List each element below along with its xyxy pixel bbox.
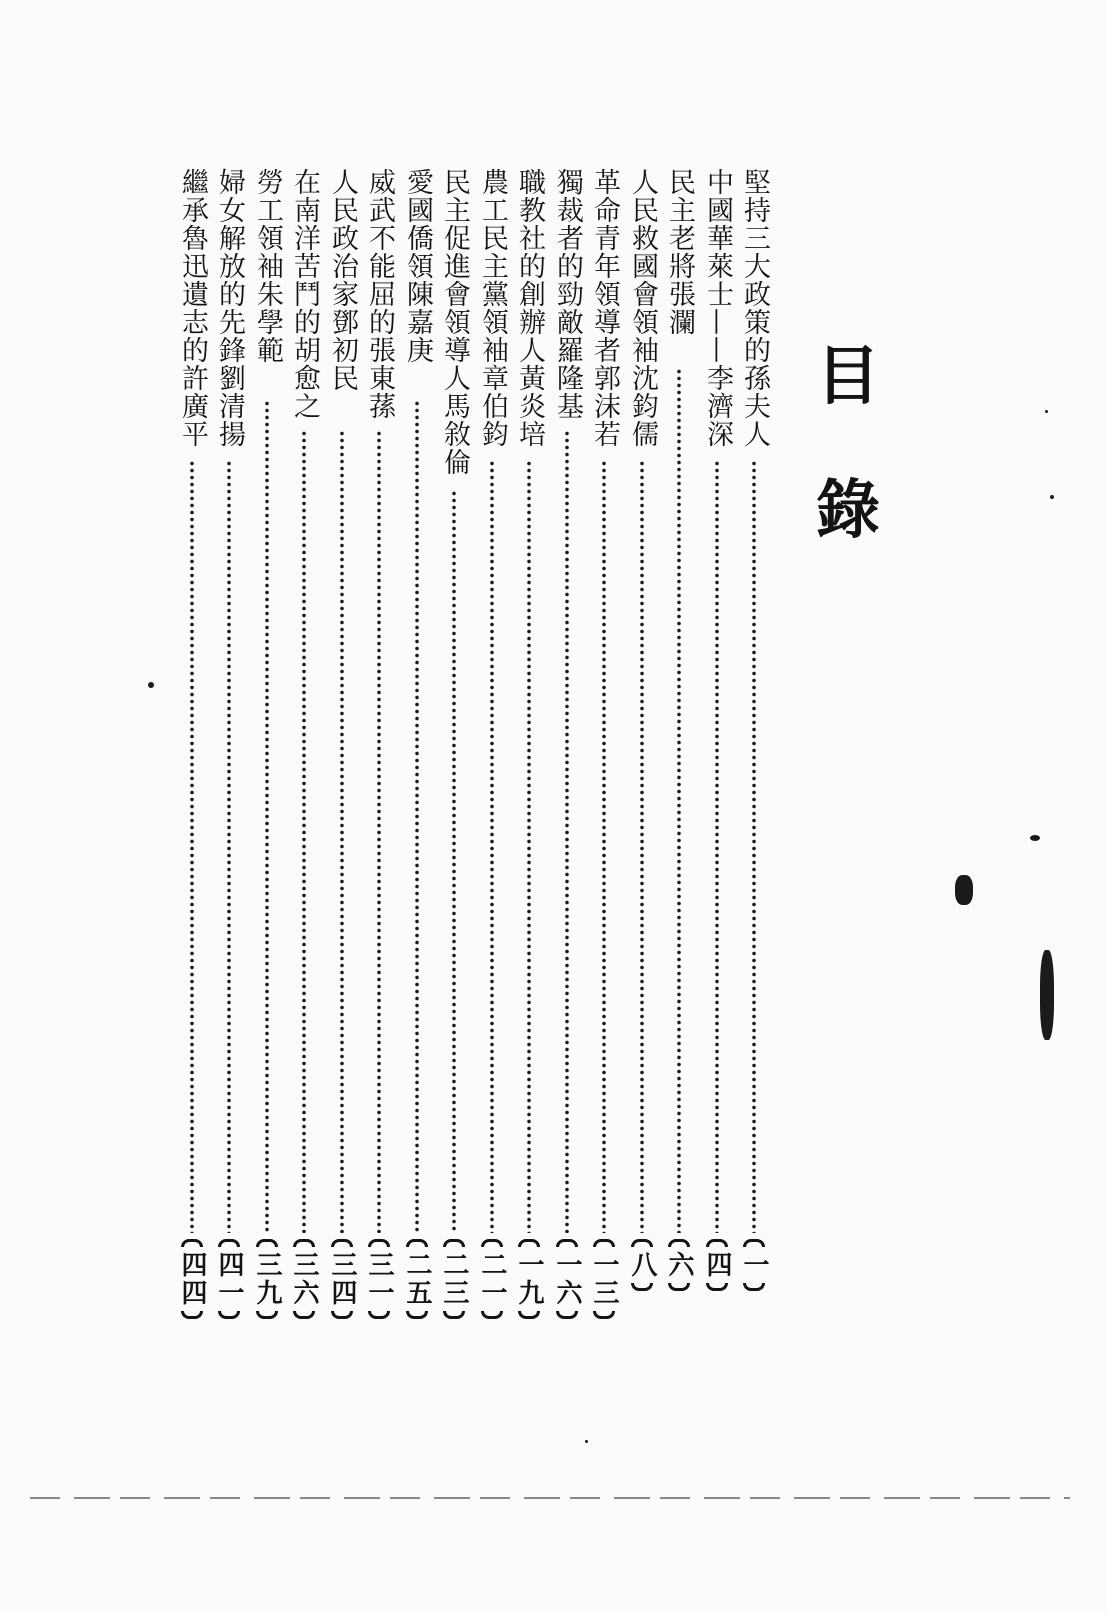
toc-entry xyxy=(551,168,583,1343)
open-paren xyxy=(256,1239,278,1247)
toc-entry-title: 繼承魯迅遺志的許廣平 xyxy=(177,168,208,448)
toc-entry-page xyxy=(626,1239,658,1343)
toc-entry-title: 威武不能屈的張東蓀 xyxy=(364,168,395,420)
toc-entry-title: 中國華萊士——李濟深 xyxy=(702,168,733,448)
open-paren xyxy=(556,1239,578,1247)
toc-entry-page xyxy=(251,1239,283,1343)
toc-entry-page xyxy=(738,1239,770,1343)
dot-leader xyxy=(715,460,719,1233)
close-paren xyxy=(368,1311,390,1319)
toc-entry-title: 婦女解放的先鋒劉清揚 xyxy=(214,168,245,448)
close-paren xyxy=(743,1283,765,1291)
page-number: 二五 xyxy=(402,1251,432,1307)
page-number: 三四 xyxy=(327,1251,357,1307)
contents-heading xyxy=(808,340,888,548)
page-number: 三九 xyxy=(252,1251,282,1307)
close-paren xyxy=(406,1311,428,1319)
close-paren xyxy=(668,1283,690,1291)
page-number: 四一 xyxy=(214,1251,244,1307)
toc-entry-title: 民主老將張瀾 xyxy=(664,168,695,336)
open-paren xyxy=(331,1239,353,1247)
dot-leader xyxy=(452,490,456,1233)
ink-speck xyxy=(585,1440,588,1443)
open-paren xyxy=(218,1239,240,1247)
open-paren xyxy=(593,1239,615,1247)
page-number: 一六 xyxy=(552,1251,582,1307)
toc-entry-title: 人民政治家鄧初民 xyxy=(327,168,358,392)
toc-entry xyxy=(288,168,320,1343)
close-paren xyxy=(518,1311,540,1319)
close-paren xyxy=(331,1311,353,1319)
toc-entry xyxy=(513,168,545,1343)
page-number: 二一 xyxy=(477,1251,507,1307)
open-paren xyxy=(481,1239,503,1247)
toc-entry-page xyxy=(288,1239,320,1343)
page-number: 三一 xyxy=(364,1251,394,1307)
toc-entry-title: 在南洋苦鬥的胡愈之 xyxy=(289,168,320,420)
dot-leader xyxy=(190,460,194,1233)
toc-entry-page xyxy=(401,1239,433,1343)
open-paren xyxy=(368,1239,390,1247)
close-paren xyxy=(481,1311,503,1319)
open-paren xyxy=(631,1239,653,1247)
toc-entry-title: 愛國僑領陳嘉庚 xyxy=(402,168,433,364)
heading-char-mu: 目 xyxy=(816,340,880,414)
toc-entry-page xyxy=(588,1239,620,1343)
close-paren xyxy=(293,1311,315,1319)
page-edge-line xyxy=(30,1497,1070,1499)
dot-leader xyxy=(415,400,419,1233)
close-paren xyxy=(593,1311,615,1319)
dot-leader xyxy=(265,400,269,1233)
toc-entry xyxy=(626,168,658,1343)
dot-leader xyxy=(377,430,381,1233)
open-paren xyxy=(181,1239,203,1247)
toc-entry xyxy=(701,168,733,1343)
page-number: 二三 xyxy=(439,1251,469,1307)
ink-speck xyxy=(1045,410,1048,413)
toc-entry xyxy=(213,168,245,1343)
toc-entry-page xyxy=(176,1239,208,1343)
toc-entry-page xyxy=(213,1239,245,1343)
ink-speck xyxy=(1030,835,1040,841)
toc-entry-page xyxy=(551,1239,583,1343)
page-number: 三六 xyxy=(289,1251,319,1307)
toc-entry-page xyxy=(701,1239,733,1343)
toc-entry-title: 堅持三大政策的孫夫人 xyxy=(739,168,770,448)
toc-entry xyxy=(663,168,695,1343)
dot-leader xyxy=(602,460,606,1233)
toc-entry-title: 職教社的創辦人黃炎培 xyxy=(514,168,545,448)
close-paren xyxy=(181,1311,203,1319)
ink-blot xyxy=(955,875,973,905)
dot-leader xyxy=(677,368,681,1233)
dot-leader xyxy=(565,430,569,1233)
open-paren xyxy=(668,1239,690,1247)
close-paren xyxy=(256,1311,278,1319)
close-paren xyxy=(443,1311,465,1319)
toc-entry xyxy=(588,168,620,1343)
toc-entry xyxy=(738,168,770,1343)
toc-entry-title: 獨裁者的勁敵羅隆基 xyxy=(552,168,583,420)
open-paren xyxy=(518,1239,540,1247)
toc-entry xyxy=(438,168,470,1343)
toc-entry xyxy=(363,168,395,1343)
toc-entry-page xyxy=(513,1239,545,1343)
toc-entry xyxy=(476,168,508,1343)
close-paren xyxy=(631,1283,653,1291)
open-paren xyxy=(443,1239,465,1247)
toc-entry-title: 民主促進會領導人馬敘倫 xyxy=(439,168,470,476)
dot-leader xyxy=(752,460,756,1233)
close-paren xyxy=(218,1311,240,1319)
dot-leader xyxy=(527,460,531,1233)
open-paren xyxy=(706,1239,728,1247)
open-paren xyxy=(743,1239,765,1247)
page-number: 六 xyxy=(664,1251,694,1279)
ink-speck xyxy=(148,682,154,688)
close-paren xyxy=(706,1283,728,1291)
page-number: 一 xyxy=(739,1251,769,1279)
ink-blot xyxy=(1040,950,1054,1040)
open-paren xyxy=(406,1239,428,1247)
page-number: 八 xyxy=(627,1251,657,1279)
toc-entry-title: 農工民主黨領袖章伯鈞 xyxy=(477,168,508,448)
toc-entry xyxy=(176,168,208,1343)
dot-leader xyxy=(227,460,231,1233)
toc-entry-title: 人民救國會領袖沈鈞儒 xyxy=(627,168,658,448)
page-number: 四四 xyxy=(177,1251,207,1307)
table-of-contents xyxy=(172,168,792,1343)
toc-entry-page xyxy=(326,1239,358,1343)
toc-entry-page xyxy=(438,1239,470,1343)
open-paren xyxy=(293,1239,315,1247)
toc-entry xyxy=(326,168,358,1343)
dot-leader xyxy=(640,460,644,1233)
toc-entry-title: 勞工領袖朱學範 xyxy=(252,168,283,364)
toc-entry-page xyxy=(663,1239,695,1343)
toc-entry-page xyxy=(363,1239,395,1343)
toc-entry xyxy=(251,168,283,1343)
page-number: 四 xyxy=(702,1251,732,1279)
page-number: 一九 xyxy=(514,1251,544,1307)
toc-entry-title: 革命青年領導者郭沫若 xyxy=(589,168,620,448)
dot-leader xyxy=(490,460,494,1233)
ink-speck xyxy=(1050,495,1054,499)
toc-entry-page xyxy=(476,1239,508,1343)
heading-char-lu: 錄 xyxy=(816,474,880,548)
page-number: 一三 xyxy=(589,1251,619,1307)
dot-leader xyxy=(302,430,306,1233)
dot-leader xyxy=(340,430,344,1233)
toc-entry xyxy=(401,168,433,1343)
close-paren xyxy=(556,1311,578,1319)
